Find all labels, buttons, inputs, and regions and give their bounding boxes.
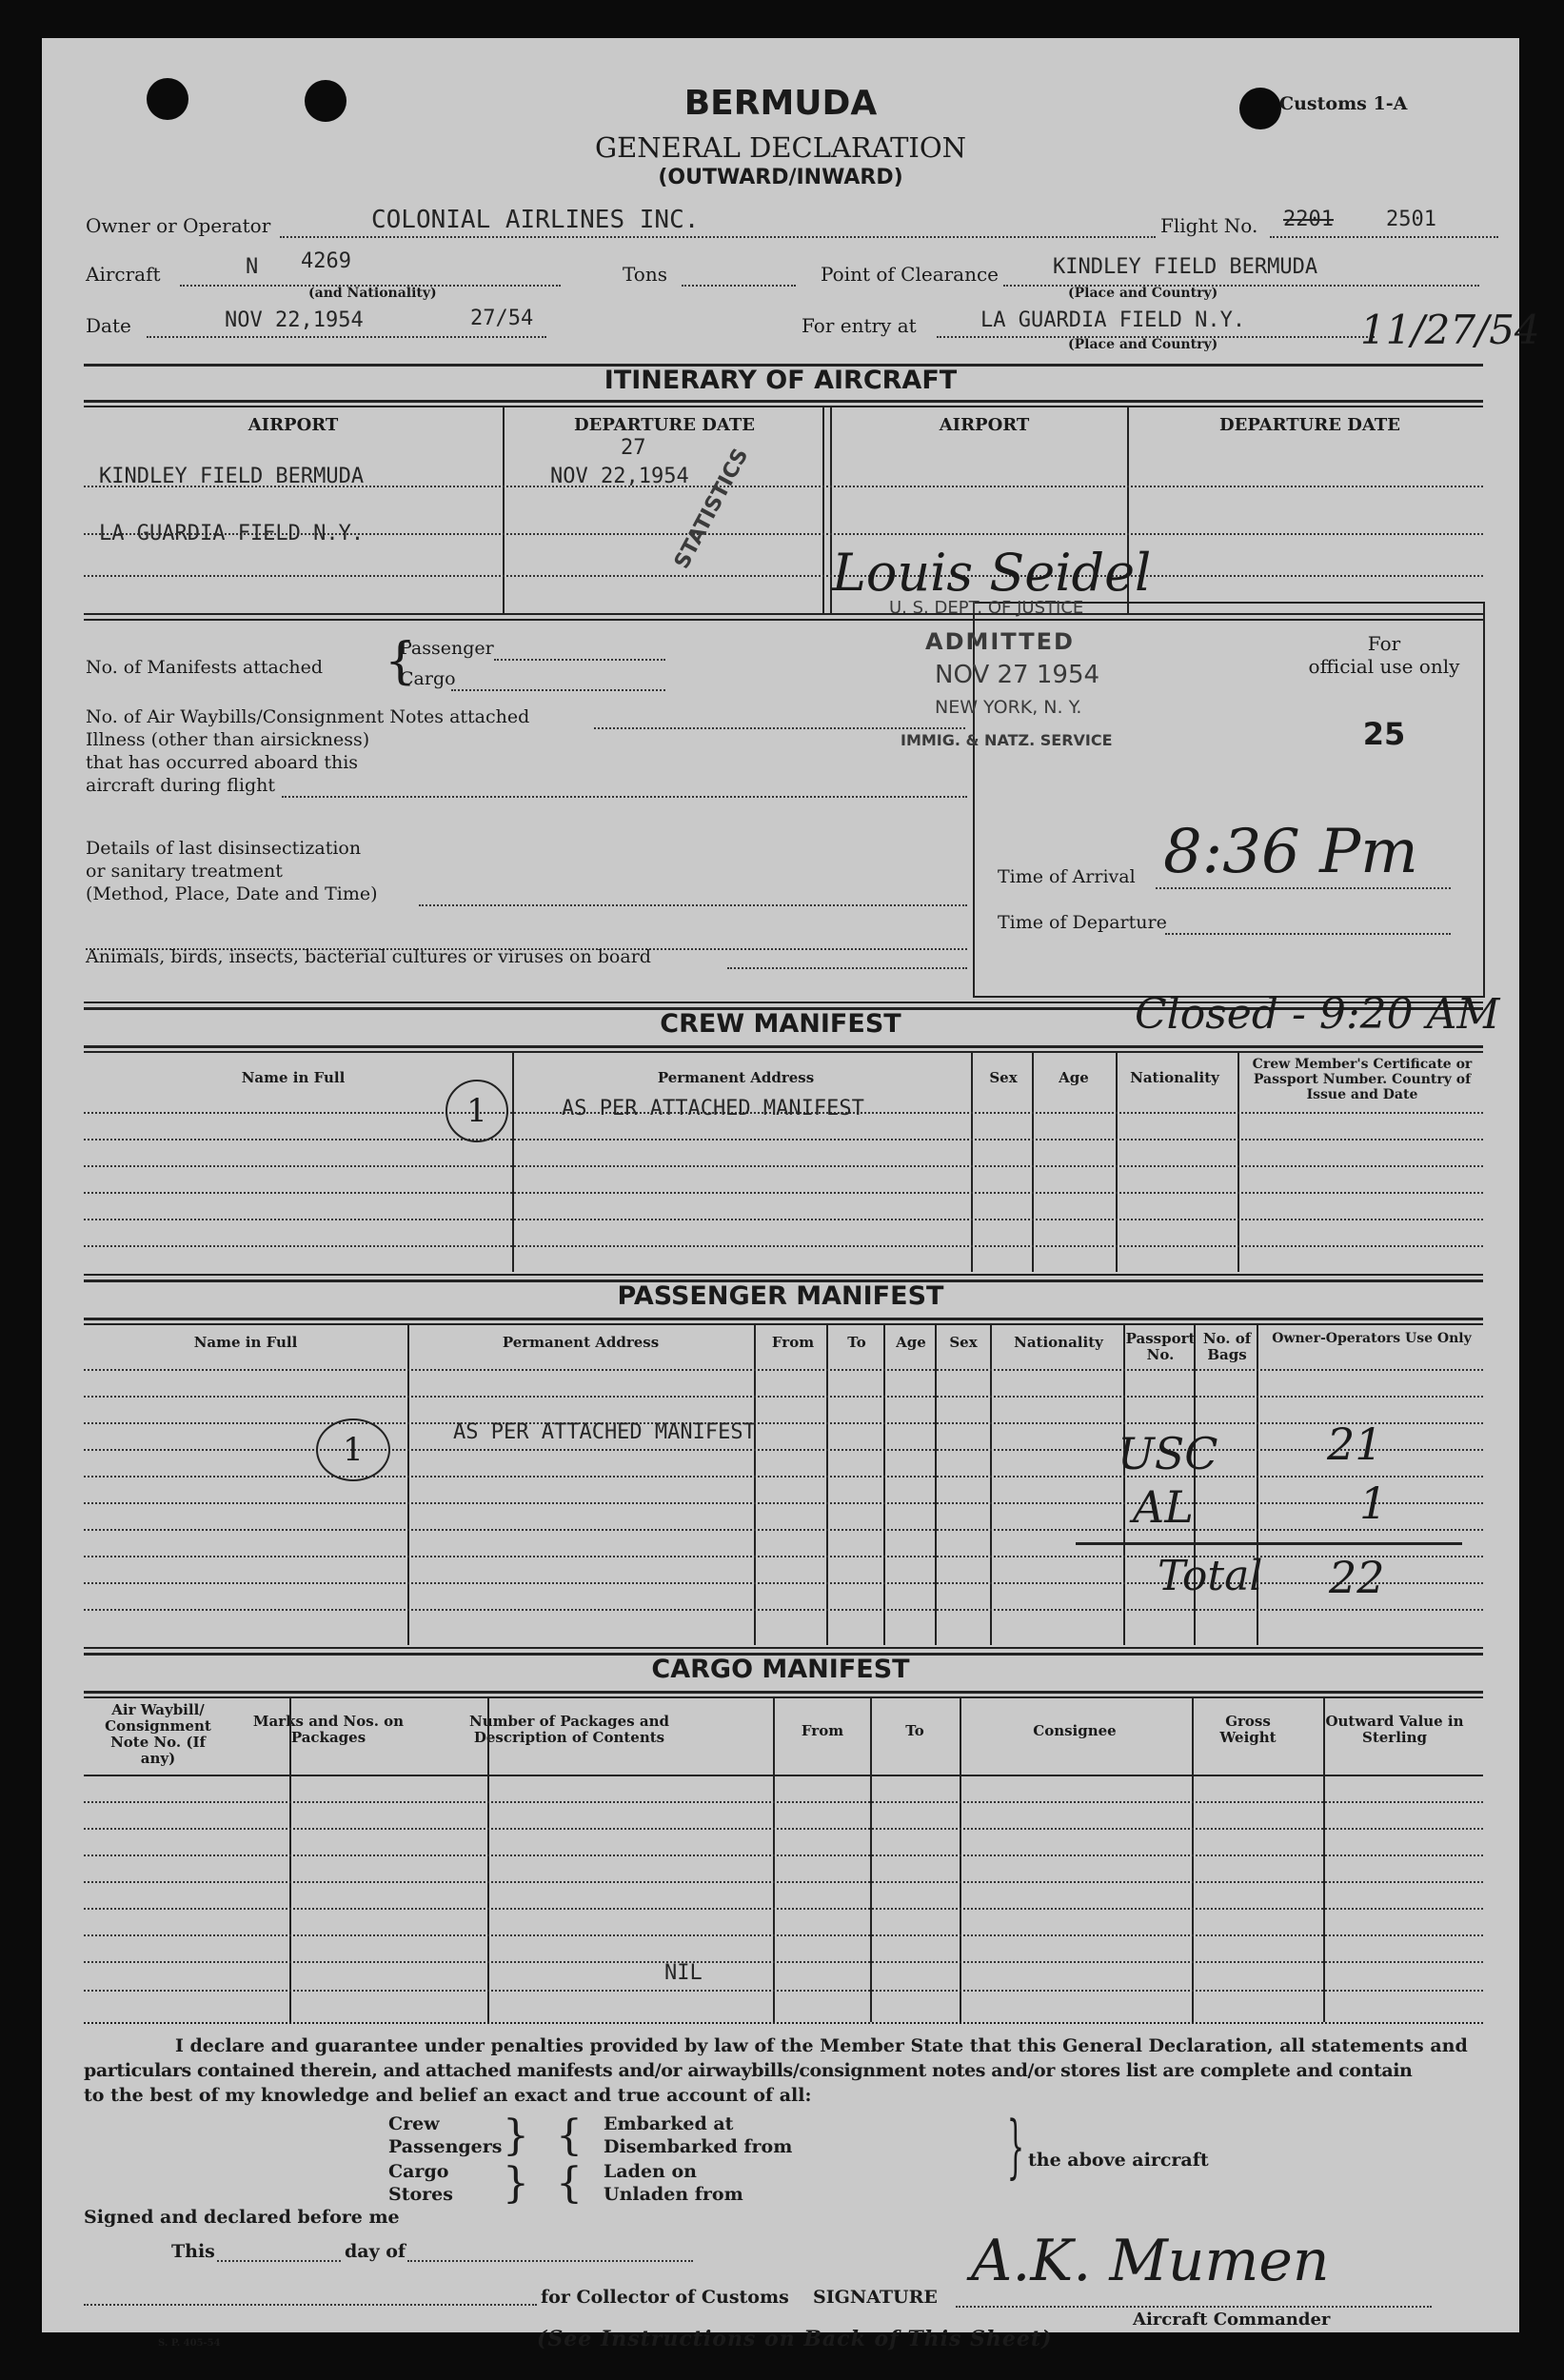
declaration-right-4: Unladen from: [604, 2184, 743, 2205]
form-code: S. P. 405-54: [158, 2338, 221, 2349]
declaration-form: BERMUDA GENERAL DECLARATION (OUTWARD/INWARD) Customs 1-A Owner or Operator COLONIAL AIRLINES INC. Flight No. 2201 2501 Aircraft N 4269 (and Nationality) Tons Point of Clearance KINDLEY FIELD BERMUDA (Place and Country) Date NOV 22,1954 27/54 For entry at LA GUARDIA FIELD N.Y. (Place and Country) 11/27/54 ITINERARY OF AIRCRAFT AIRPORT DEPARTURE DATE AIRPORT DEPARTURE DATE KINDLEY FIELD BERMUDA NOV 22,1954 27 LA GUARDIA FIELD N.Y. STATISTICS Louis Seidel No. of Manifests attached { Passenger Cargo No. of Air Waybills/Consignment Notes attached Illness (other than airsickness) that has occurred aboard this aircraft during flight Details of last disinsectization or sanitary treatment (Method, Place, Date and Time) Animals, birds, insects, bacterial cultures or viruses on board For official use only 25 Time of Arrival 8:36 Pm Time of Departure U. S. DEPT. OF JUSTICE ADMITTED NOV 27 1954 NEW YORK, N. Y. IMMIG. & NATZ. SERVICE CREW MANIFEST Closed - 9:20 AM Name in Full Permanent Address Sex Age Nationality Crew Member's Certificate or Passport Number. Country of Issue and Date 1 AS PER ATTACHED MANIFEST PASSENGER MANIFEST Name in Full Permanent Address From To Age Sex Nationality Passport No. No. of Bags Owner-Operators Use Only 1 AS PER ATTACHED MANIFEST USC 21 AL 1 Total 22 CARGO MANIFEST Air Waybill/ Consignment Note No. (If any) Marks and Nos. on Packages Number of Packages and Description of Contents From To Consignee Gross Weight Outward Value in Sterling NIL I declare and guarantee under penalties provided by law of the Member State that this General Declaration, all statements and particulars contained therein, and attached manifests and/or airwaybills/consignment notes and/or stores list are complete and contain to the best of my knowledge and belief an exact and true account of all: Crew Passengers Cargo Stores } } { { Embarked at Disembarked from Laden on Unladen from } the above aircraft Signed and declared before me This day of for Collector of Customs SIGNATURE A.K. Mumen Aircraft Commander S. P. 405-54 (See Instructions on Back of This Sheet): [42, 38, 1519, 2332]
tally-total-value: 22: [1329, 1552, 1385, 1603]
declaration-left-4: Stores: [388, 2184, 453, 2205]
passenger-count-circled: 1: [316, 1418, 390, 1481]
date-value: NOV 22,1954: [225, 308, 364, 332]
itinerary-title: ITINERARY OF AIRCRAFT: [604, 366, 958, 395]
official-box-line-1: For: [1367, 632, 1401, 655]
illness-line-3: aircraft during flight: [86, 775, 276, 796]
statistics-stamp: STATISTICS: [670, 445, 754, 573]
passenger-header-sex: Sex: [949, 1334, 978, 1351]
form-number: Customs 1-A: [1279, 93, 1408, 114]
passenger-header-to: To: [847, 1334, 866, 1351]
entry-note: (Place and Country): [1068, 337, 1218, 352]
day-label: day of: [345, 2241, 406, 2262]
date-label: Date: [86, 314, 131, 337]
admitted-stamp-line-3: NOV 27 1954: [935, 661, 1100, 689]
passenger-header-bags: No. of Bags: [1202, 1330, 1252, 1363]
declaration-line-3: to the best of my knowledge and belief an exact and true account of all:: [84, 2085, 812, 2106]
tally-total-label: Total: [1158, 1552, 1263, 1600]
crew-header-name: Name in Full: [241, 1069, 346, 1086]
cargo-title: CARGO MANIFEST: [651, 1655, 910, 1684]
commander-signature: A.K. Mumen: [971, 2228, 1330, 2294]
illness-line-1: Illness (other than airsickness): [86, 729, 370, 750]
cargo-header-weight: Gross Weight: [1219, 1713, 1277, 1746]
itinerary-row-1-date-correction: 27: [621, 436, 646, 460]
crew-header-sex: Sex: [989, 1069, 1018, 1086]
declaration-left-2: Passengers: [388, 2136, 503, 2157]
entry-label: For entry at: [802, 314, 917, 337]
cargo-header-to: To: [905, 1722, 924, 1739]
disinsect-line-3: (Method, Place, Date and Time): [86, 883, 378, 904]
tally-usc-value: 21: [1327, 1418, 1383, 1470]
itinerary-row-1-date: NOV 22,1954: [550, 465, 689, 488]
cargo-header-marks: Marks and Nos. on Packages: [252, 1713, 405, 1746]
crew-count-circled: 1: [445, 1080, 508, 1142]
illness-line-2: that has occurred aboard this: [86, 752, 359, 773]
itinerary-header-date-2: DEPARTURE DATE: [1219, 415, 1400, 435]
crew-title: CREW MANIFEST: [660, 1009, 901, 1039]
clearance-label: Point of Clearance: [821, 263, 1000, 286]
commander-label: Aircraft Commander: [1133, 2310, 1331, 2330]
owner-value: COLONIAL AIRLINES INC.: [371, 206, 700, 234]
tally-al-label: AL: [1133, 1481, 1194, 1533]
passenger-header-passport: Passport No.: [1125, 1330, 1196, 1363]
this-label: This: [171, 2241, 215, 2262]
clearance-note: (Place and Country): [1068, 286, 1218, 301]
crew-header-address: Permanent Address: [657, 1069, 815, 1086]
admitted-stamp-line-5: IMMIG. & NATZ. SERVICE: [901, 731, 1113, 749]
declaration-line-1: I declare and guarantee under penalties provided by law of the Member State that this General Declaration, all statements and: [175, 2035, 1468, 2056]
crew-header-certificate: Crew Member's Certificate or Passport Number. Country of Issue and Date: [1252, 1057, 1473, 1102]
form-subtitle: GENERAL DECLARATION: [594, 131, 967, 164]
admitted-stamp-line-1: U. S. DEPT. OF JUSTICE: [889, 598, 1084, 618]
disinsect-line-2: or sanitary treatment: [86, 861, 283, 882]
itinerary-header-date-1: DEPARTURE DATE: [574, 415, 755, 435]
crew-header-nationality: Nationality: [1130, 1069, 1219, 1086]
itinerary-row-1-airport: KINDLEY FIELD BERMUDA: [99, 465, 365, 488]
cargo-label: Cargo: [400, 668, 456, 689]
declaration-left-1: Crew: [388, 2113, 440, 2134]
cargo-header-packages: Number of Packages and Description of Contents: [469, 1713, 669, 1746]
declaration-right-3: Laden on: [604, 2161, 697, 2182]
arrival-value: 8:36 Pm: [1163, 817, 1418, 887]
aircraft-value: 4269: [301, 249, 351, 273]
passenger-header-name: Name in Full: [193, 1334, 298, 1351]
collector-label: for Collector of Customs: [541, 2287, 789, 2308]
aircraft-prefix: N: [246, 255, 259, 279]
cargo-header-waybill: Air Waybill/ Consignment Note No. (If any): [105, 1701, 211, 1767]
aircraft-label: Aircraft: [86, 263, 161, 286]
cargo-header-consignee: Consignee: [1033, 1722, 1117, 1739]
owner-label: Owner or Operator: [86, 214, 271, 237]
passenger-header-age: Age: [896, 1334, 926, 1351]
tons-label: Tons: [623, 263, 667, 286]
passenger-note: AS PER ATTACHED MANIFEST: [453, 1420, 756, 1444]
admitted-stamp-line-2: ADMITTED: [925, 628, 1075, 655]
closed-stamp: Closed - 9:20 AM: [1135, 990, 1500, 1039]
declaration-right-2: Disembarked from: [604, 2136, 793, 2157]
cargo-header-from: From: [801, 1722, 844, 1739]
arrival-label: Time of Arrival: [998, 866, 1136, 887]
clearance-value: KINDLEY FIELD BERMUDA: [1053, 255, 1318, 279]
flight-struck: 2201: [1283, 208, 1334, 231]
passenger-title: PASSENGER MANIFEST: [617, 1281, 944, 1311]
itinerary-row-2-airport: LA GUARDIA FIELD N.Y.: [99, 522, 365, 545]
instructions-note: (See Instructions on Back of This Sheet): [537, 2327, 1053, 2351]
departure-label: Time of Departure: [998, 912, 1167, 933]
official-signature: Louis Seidel: [832, 543, 1152, 603]
passenger-header-from: From: [771, 1334, 815, 1351]
signed-label: Signed and declared before me: [84, 2207, 400, 2228]
passenger-label: Passenger: [400, 638, 494, 659]
declaration-right-1: Embarked at: [604, 2113, 734, 2134]
flight-label: Flight No.: [1160, 214, 1258, 237]
tally-usc-label: USC: [1118, 1428, 1218, 1479]
date-correction: 27/54: [470, 307, 534, 330]
itinerary-header-airport-1: AIRPORT: [247, 415, 339, 435]
declaration-left-3: Cargo: [388, 2161, 449, 2182]
disinsect-line-1: Details of last disinsectization: [86, 838, 362, 859]
form-direction: (OUTWARD/INWARD): [658, 166, 903, 189]
passenger-header-address: Permanent Address: [502, 1334, 660, 1351]
form-title: BERMUDA: [683, 84, 878, 123]
tally-al-value: 1: [1359, 1478, 1388, 1529]
entry-date-handwritten: 11/27/54: [1360, 307, 1540, 353]
entry-value: LA GUARDIA FIELD N.Y.: [980, 308, 1246, 332]
admitted-stamp-line-4: NEW YORK, N. Y.: [935, 697, 1082, 718]
official-number: 25: [1362, 716, 1406, 752]
cargo-entry: NIL: [664, 1961, 703, 1985]
official-box-line-2: official use only: [1308, 655, 1460, 678]
passenger-header-nationality: Nationality: [1014, 1334, 1103, 1351]
signature-label: SIGNATURE: [813, 2287, 938, 2308]
crew-note: AS PER ATTACHED MANIFEST: [562, 1097, 864, 1121]
crew-header-age: Age: [1059, 1069, 1089, 1086]
manifests-label: No. of Manifests attached: [86, 657, 324, 678]
passenger-header-owner: Owner-Operators Use Only: [1272, 1331, 1472, 1346]
flight-value: 2501: [1386, 208, 1436, 231]
itinerary-header-airport-2: AIRPORT: [939, 415, 1030, 435]
cargo-header-value: Outward Value in Sterling: [1325, 1713, 1464, 1746]
above-aircraft: the above aircraft: [1028, 2150, 1209, 2171]
animals-label: Animals, birds, insects, bacterial cultures or viruses on board: [86, 946, 651, 967]
nationality-note: (and Nationality): [308, 286, 437, 301]
waybills-label: No. of Air Waybills/Consignment Notes attached: [86, 706, 530, 727]
declaration-line-2: particulars contained therein, and attached manifests and/or airwaybills/consignment notes and/or stores list are complete and contain: [84, 2060, 1413, 2081]
